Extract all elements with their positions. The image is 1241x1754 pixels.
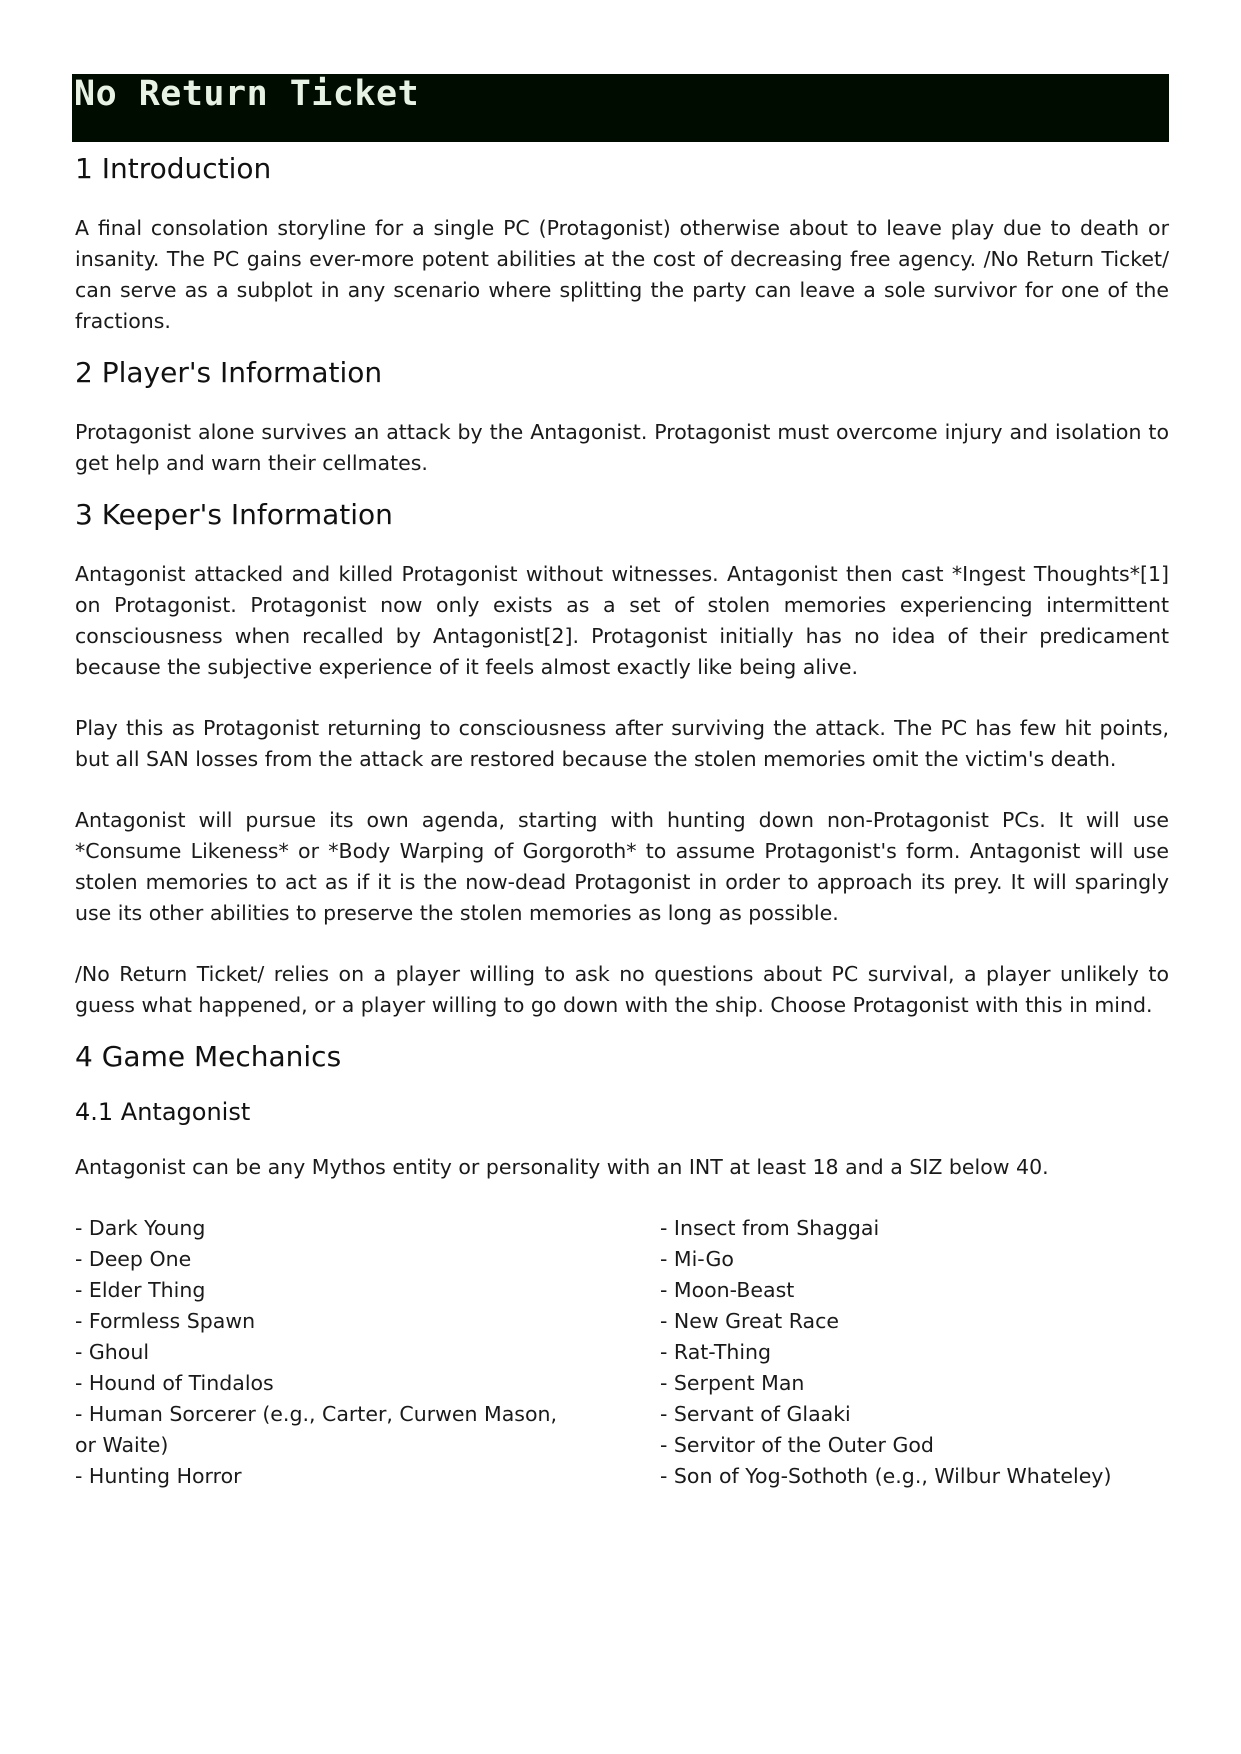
list-item: - Servitor of the Outer God bbox=[660, 1433, 934, 1457]
antagonist-list-right bbox=[660, 1213, 1169, 1492]
list-item: - Moon-Beast bbox=[660, 1278, 795, 1302]
title-bar bbox=[72, 74, 1169, 142]
list-item: - Rat-Thing bbox=[660, 1340, 772, 1364]
document-title: No Return Ticket bbox=[74, 74, 420, 114]
list-item: - Elder Thing bbox=[75, 1278, 206, 1302]
heading-keepers-information: 3 Keeper's Information bbox=[75, 498, 393, 531]
document-page bbox=[72, 74, 1169, 1492]
list-item: - Son of Yog-Sothoth (e.g., Wilbur Whateley) bbox=[660, 1464, 1112, 1488]
list-item: - Formless Spawn bbox=[75, 1309, 256, 1333]
heading-players-information: 2 Player's Information bbox=[75, 356, 383, 389]
antagonist-list-left bbox=[75, 1213, 660, 1492]
heading-game-mechanics: 4 Game Mechanics bbox=[75, 1040, 342, 1073]
list-item: - Insect from Shaggai bbox=[660, 1216, 880, 1240]
list-item: or Waite) bbox=[75, 1433, 169, 1457]
keeper-paragraph-4: /No Return Ticket/ relies on a player willing to ask no questions about PC survival, a player unlikely to guess what happened, or a player willing to go down with the ship. Choose Protagonist with this in mind. bbox=[75, 962, 1169, 1017]
player-paragraph: Protagonist alone survives an attack by the Antagonist. Protagonist must overcome injury and isolation to get help and warn their cellmates. bbox=[75, 420, 1169, 475]
list-item: - Human Sorcerer (e.g., Carter, Curwen Mason, bbox=[75, 1402, 558, 1426]
list-item: - Hunting Horror bbox=[75, 1464, 242, 1488]
keeper-paragraph-1: Antagonist attacked and killed Protagonist without witnesses. Antagonist then cast *Ingest Thoughts*[1] on Protagonist. Protagonist now only exists as a set of stolen memories experiencing intermittent consciousness when recalled by Antagonist[2]. Protagonist initially has no idea of their predicament because the subjective experience of it feels almost exactly like being alive. bbox=[75, 562, 1169, 679]
heading-introduction: 1 Introduction bbox=[75, 152, 272, 185]
list-item: - Serpent Man bbox=[660, 1371, 805, 1395]
list-item: - Ghoul bbox=[75, 1340, 150, 1364]
list-item: - Dark Young bbox=[75, 1216, 206, 1240]
list-item: - New Great Race bbox=[660, 1309, 839, 1333]
antagonist-list bbox=[75, 1213, 1169, 1492]
antagonist-paragraph: Antagonist can be any Mythos entity or personality with an INT at least 18 and a SIZ below 40. bbox=[75, 1155, 1049, 1179]
keeper-paragraph-2: Play this as Protagonist returning to consciousness after surviving the attack. The PC has few hit points, but all SAN losses from the attack are restored because the stolen memories omit the victim's death. bbox=[75, 716, 1169, 771]
keeper-paragraph-3: Antagonist will pursue its own agenda, starting with hunting down non-Protagonist PCs. It will use *Consume Likeness* or *Body Warping of Gorgoroth* to assume Protagonist's form. Antagonist will use stolen memories to act as if it is the now-dead Protagonist in order to approach its prey. It will sparingly use its other abilities to preserve the stolen memories as long as possible. bbox=[75, 808, 1169, 925]
list-item: - Servant of Glaaki bbox=[660, 1402, 851, 1426]
heading-antagonist: 4.1 Antagonist bbox=[75, 1098, 251, 1126]
intro-paragraph: A final consolation storyline for a single PC (Protagonist) otherwise about to leave play due to death or insanity. The PC gains ever-more potent abilities at the cost of decreasing free agency. /No Return Ticket/ can serve as a subplot in any scenario where splitting the party can leave a sole survivor for one of the fractions. bbox=[75, 216, 1169, 333]
list-item: - Deep One bbox=[75, 1247, 192, 1271]
list-item: - Hound of Tindalos bbox=[75, 1371, 274, 1395]
list-item: - Mi-Go bbox=[660, 1247, 734, 1271]
